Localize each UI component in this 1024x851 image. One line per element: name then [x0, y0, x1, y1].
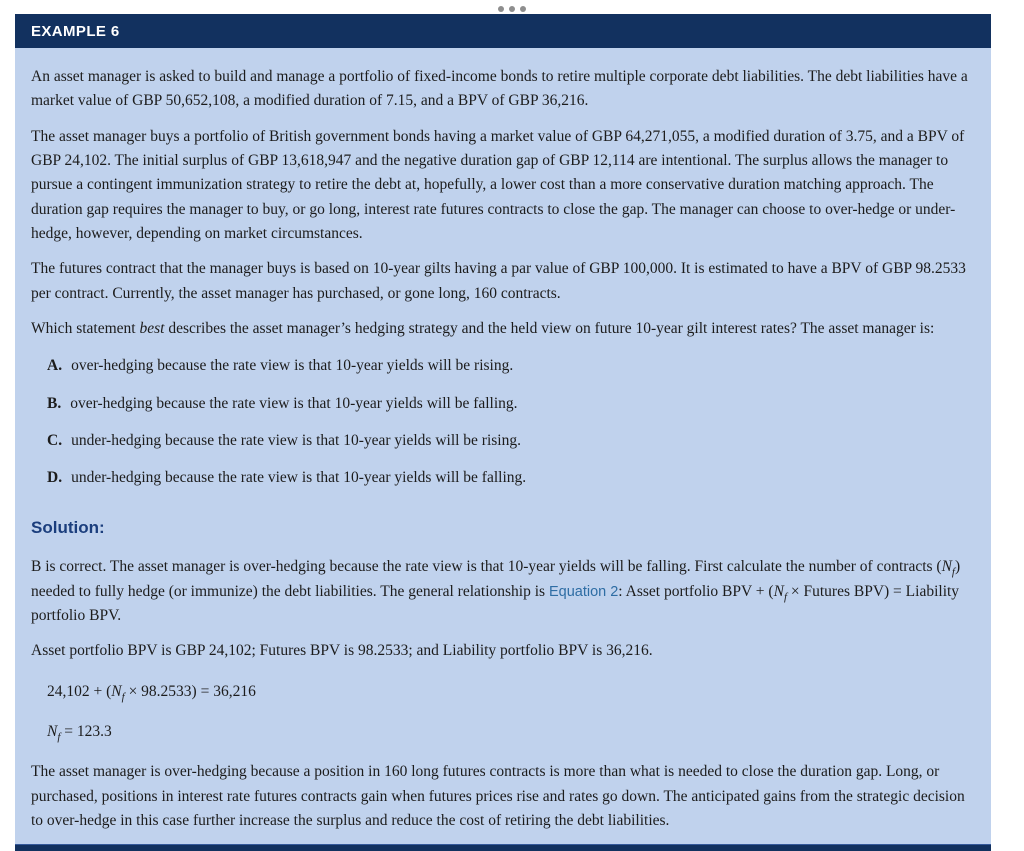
text-run: : Asset portfolio BPV + ( [618, 582, 774, 600]
subscript-text: f [57, 731, 61, 744]
option-letter: A. [47, 357, 63, 375]
text-run: Asset portfolio BPV is GBP 24,102; Futures BPV is 98.2533; and Liability portfolio BPV is 36,216. [31, 642, 653, 660]
text-run: describes the asset manager’s hedging strategy and the held view on future 10-year gilt interest rates? The asset manager is: [164, 319, 935, 337]
text-run: The asset manager buys a portfolio of British government bonds having a market value of GBP 64,271,055, a modified duration of 3.75, and a BPV of GBP 24,102. The initial surplus of GBP 13,618,947 and the negative duration gap of GBP 12,114 are intentional. The surplus allows the manager to pursue a contingent immunization strategy to retire the debt at, hopefully, a lower cost than a more conservative duration matching approach. The duration gap requires the manager to buy, or go long, interest rate futures contracts to close the gap. The manager can choose to over-hedge or under-hedge, however, depending on market circumstances. [31, 127, 965, 242]
text-run: ) needed to fully hedge (or immunize) the debt liabilities. The general relationship is [31, 558, 961, 600]
answer-option-a [47, 354, 975, 378]
emphasis-text: best [139, 319, 165, 337]
text-run: × Futures BPV) = Liability portfolio BPV. [31, 582, 960, 624]
option-letter: B. [47, 394, 62, 412]
subscript-text: f [121, 690, 125, 703]
example-header [15, 14, 991, 48]
text-run: under-hedging because the rate view is that 10-year yields will be rising. [71, 431, 521, 449]
panel-footer-bar [15, 844, 991, 851]
answer-option-b [47, 392, 975, 416]
text-run: over-hedging because the rate view is that 10-year yields will be rising. [71, 357, 514, 375]
option-letter: D. [47, 469, 63, 487]
equation-2-link[interactable]: Equation 2 [548, 583, 619, 600]
text-run: Solution: [31, 517, 105, 537]
question-paragraph [31, 317, 975, 341]
option-text [71, 429, 521, 453]
text-run: The futures contract that the manager buys is based on 10-year gilts having a par value of GBP 100,000. It is estimated to have a BPV of GBP 98.2533 per contract. Currently, the asset manager has purchased, or gone long, 160 contracts. [31, 260, 966, 302]
dot-icon [520, 6, 526, 12]
emphasis-text: N [47, 722, 58, 740]
dot-icon [498, 6, 504, 12]
solution-paragraph-2 [31, 639, 975, 663]
solution-heading [31, 515, 975, 542]
emphasis-text: N [941, 558, 952, 576]
ellipsis-dots-icon [0, 6, 1024, 12]
answer-option-d [47, 466, 975, 490]
subscript-text: f [783, 590, 787, 603]
option-text [70, 392, 517, 416]
text-run: × 98.2533) = 36,216 [124, 682, 256, 700]
text-run: Which statement [31, 319, 140, 337]
example-panel [15, 14, 991, 829]
text-run: under-hedging because the rate view is that 10-year yields will be falling. [71, 469, 527, 487]
text-run: 24,102 + ( [47, 682, 112, 700]
equation-line-2 [47, 720, 975, 744]
text-run: An asset manager is asked to build and manage a portfolio of fixed-income bonds to retire multiple corporate debt liabilities. The debt liabilities have a market value of GBP 50,652,108, a modified duration of 7.15, and a BPV of GBP 36,216. [31, 68, 968, 110]
dot-icon [509, 6, 515, 12]
text-run: The asset manager is over-hedging because a position in 160 long futures contracts is more than what is needed to close the duration gap. Long, or purchased, positions in interest rate futures contracts gain when futures prices rise and rates go down. The anticipated gains from the strategic decision to over-hedge in this case further increase the surplus and reduce the cost of retiring the debt liabilities. [31, 763, 965, 829]
example-title: EXAMPLE 6 [31, 22, 120, 40]
option-text [71, 466, 526, 490]
subscript-text: f [951, 566, 955, 579]
text-run: B is correct. The asset manager is over-hedging because the rate view is that 10-year yields will be falling. First calculate the number of contracts ( [31, 558, 942, 576]
solution-paragraph-1 [31, 555, 975, 628]
intro-paragraph [31, 65, 975, 114]
option-text [71, 354, 513, 378]
option-letter: C. [47, 431, 63, 449]
futures-paragraph [31, 257, 975, 306]
emphasis-text: N [111, 682, 122, 700]
example-body [15, 48, 991, 844]
emphasis-text: N [773, 582, 784, 600]
text-run: over-hedging because the rate view is that 10-year yields will be falling. [70, 394, 518, 412]
solution-paragraph-3 [31, 760, 975, 833]
equation-line-1 [47, 680, 975, 704]
portfolio-paragraph [31, 125, 975, 247]
answer-option-c [47, 429, 975, 453]
text-run: = 123.3 [60, 722, 112, 740]
